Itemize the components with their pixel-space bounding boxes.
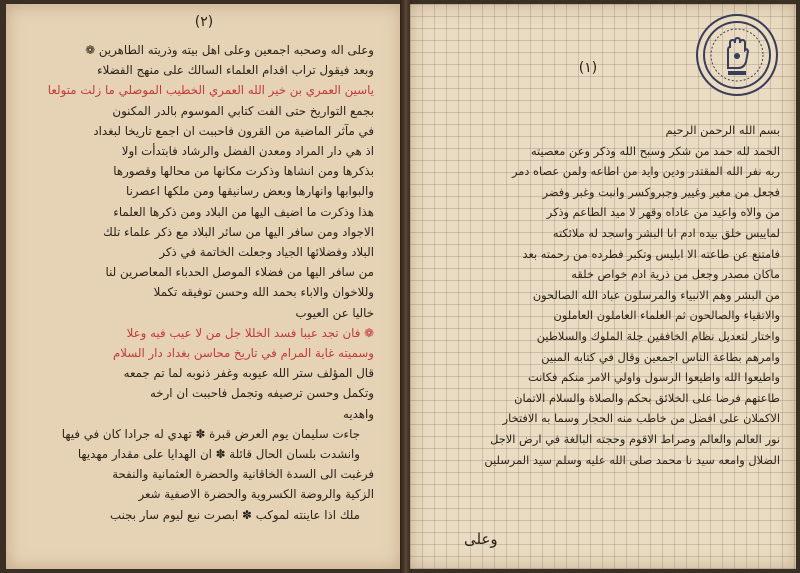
text-line: واختار لتعديل نظام الخافقين جلة الملوك والسلاطين — [536, 328, 780, 343]
right-page — [410, 4, 796, 569]
text-line: وتكمل وحسن ترصيفه وتجمل فاحببت ان ارخه — [149, 386, 374, 401]
text-line: والبوابها وانهارها وبعض رسانيقها ومن ملكها اعصرنا — [126, 184, 374, 199]
text-line: وامرهم بطاعة الناس اجمعين وقال في كتابه المبين — [541, 349, 780, 364]
text-line: خاليا عن العيوب — [295, 305, 374, 320]
author-name-line: ياسين العمري بن خير الله العمري الخطيب الموصلي ما زلت متولعا — [47, 83, 374, 98]
text-line: نور العالم والعالم وصراط الاقوم وحجته البالغة في ارض الاجل — [490, 431, 780, 446]
text-line: قال المؤلف ستر الله عيوبه وغفر ذنوبه لما تم جمعه — [123, 366, 374, 381]
library-stamp — [696, 14, 778, 96]
catchword: وعلى — [464, 530, 498, 548]
text-line: لماييس خلق بيده ادم ابا البشر واسجد له ملائكته — [552, 225, 780, 240]
text-line: فامتنع عن طاعته الا ابليس وتكبر فطرده من رحمته بعد — [522, 246, 780, 261]
left-page — [6, 4, 402, 569]
verse-line: وانشدت بلسان الحال قائلة ✽ ان الهدايا على مقدار مهديها — [77, 447, 360, 462]
text-line: فجعل من مغير وغيير وجبروكسر وانبت وغبر وفضر — [542, 184, 780, 199]
text-line: هذا وذكرت ما اضيف اليها من البلاد ومن ذكرها العلماء — [113, 204, 374, 219]
text-line: الزكية والروضة الكسروية والحضرة الاصفية شعر — [138, 487, 374, 502]
verse-line: جاءت سليمان يوم العرض قبرة ✽ تهدي له جرادا كان في فيها — [61, 426, 360, 441]
book-title-line: وسميته غاية المرام في تاريخ محاسن بغداد دار السلام — [112, 346, 374, 361]
text-line: الضلال وامعه سيد نا محمد صلى الله عليه وسلم سيد المرسلين — [484, 452, 780, 467]
left-page-text — [30, 40, 374, 525]
text-line: من والاه واعيد من عاداه وقهر لا ميد الطاعم وذكر — [546, 205, 780, 220]
right-page-text — [440, 120, 780, 470]
text-line: واهديه — [343, 406, 374, 421]
text-line: واطيعوا الله واطيعوا الرسول واولي الامر منكم فكانت — [527, 370, 780, 385]
text-line: البلاد وفضلائها الجياد وجعلت الخاتمة في ذكر — [159, 245, 374, 260]
text-line: من سافر اليها من فضلاء الموصل الحدباء المعاصرين لنا — [105, 265, 374, 280]
text-line: وللاخوان والاباء بحمد الله وحسن توفيقه تكملا — [153, 285, 374, 300]
text-line: فرغبت الى السدة الخاقانية والحضرة العثمانية والنفحة — [112, 467, 374, 482]
page-number-left: (٢) — [194, 14, 214, 30]
text-line: ماكان مصدر وجعل من ذرية ادم خواص خلقه — [571, 267, 780, 282]
text-line: اذ هي دار المراد ومعدن الفضل والرشاد فابتدأت اولا — [121, 144, 374, 159]
rubric-verse-line — [30, 323, 374, 343]
text-line: في مآثر الماضية من القرون فاحببت ان اجمع تاريخا لبغداد — [93, 123, 374, 138]
text-line: طاعتهم فرضا على الخلائق بحكم والصلاة والسلام الاتمان — [514, 390, 780, 405]
text-line: الاجواد ومن سافر اليها من سائر البلاد مع ذكر علماء تلك — [103, 224, 374, 239]
text-line: وبعد فيقول تراب اقدام العلماء السالك على منهج الفضلاء — [97, 63, 374, 78]
basmala-line: بسم الله الرحمن الرحيم — [665, 123, 780, 137]
hand-emblem-icon — [698, 16, 776, 94]
text-line: الحمد لله حمد من شكر وسبح الله وذكر وعن معصيته — [530, 143, 780, 158]
verse-line: ملك اذا عاينته لموكب ✽ ابصرت نبع ليوم سار بجنب — [110, 507, 360, 522]
text-line: والاتقياء والصالحون ثم العلماء العاملون العاملون — [553, 308, 780, 323]
text-line: وعلى اله وصحبه اجمعين وعلى اهل بيته وذريته الطاهرين ❁ — [85, 43, 374, 57]
text-line: ربه نفر الله المقتدر ودين وايد من اطاعه ولمن عصاه دمر — [511, 164, 780, 179]
text-line: بجمع التواريخ حتى الفت كتابي الموسوم بالدر المكنون — [112, 103, 374, 118]
text-line: بذكرها ومن انشاها وذكرت مكانها من محالها وقصورها — [113, 164, 374, 179]
text-line: الاكملان على افضل من خاطب منه الحجار وسما به الافتخار — [502, 411, 780, 426]
page-number-right: (١) — [578, 60, 598, 76]
rubric-verse: ❁ فان تجد عيبا فسد الخللا جل من لا عيب فيه وعلا — [126, 325, 374, 340]
text-line: من البشر وهم الانبياء والمرسلون عباد الله الصالحون — [532, 287, 780, 302]
